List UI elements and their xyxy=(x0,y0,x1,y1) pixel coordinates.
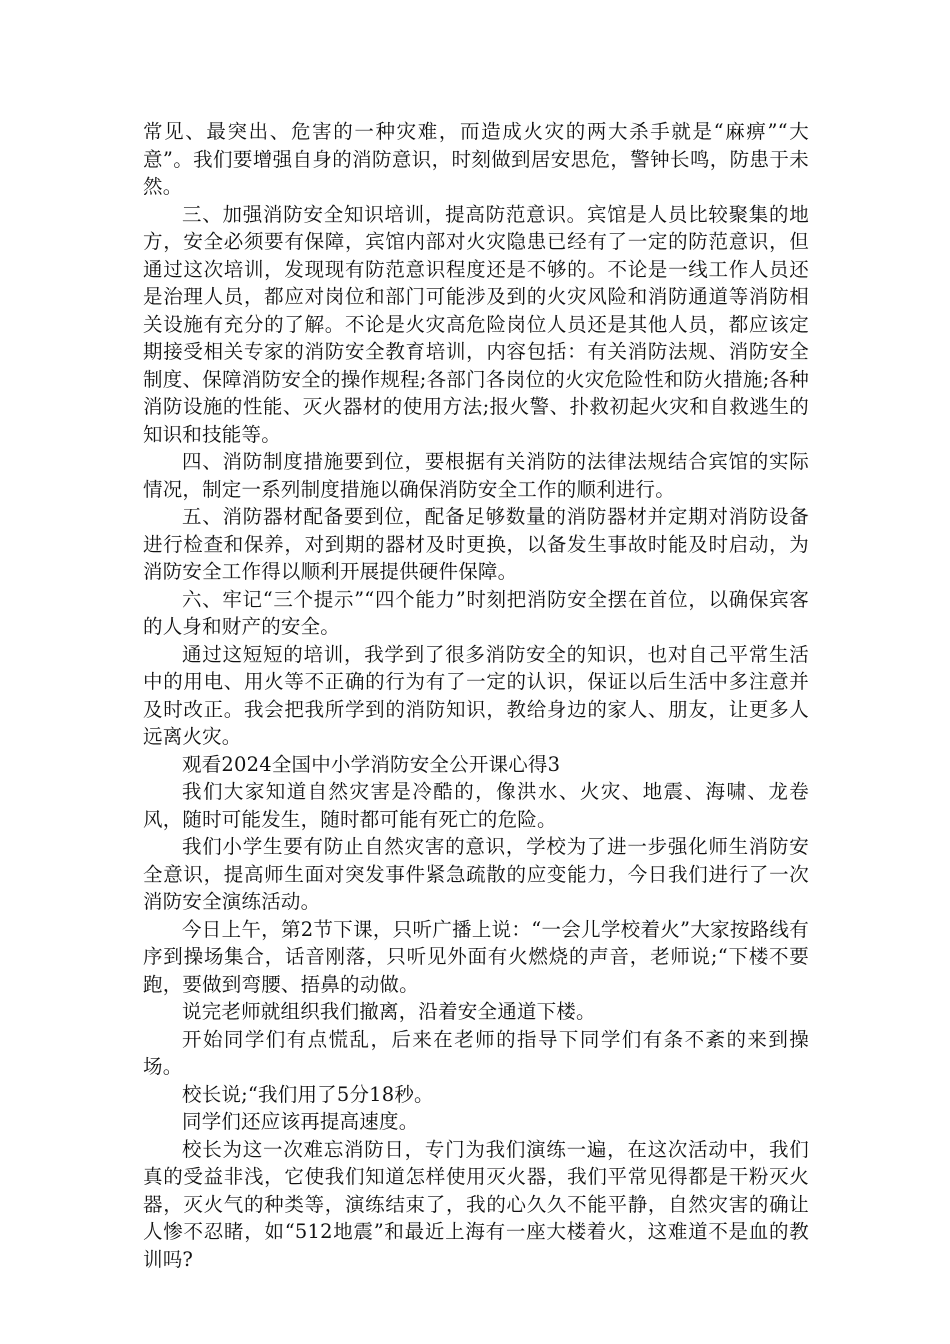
paragraph-13: 同学们还应该再提高速度。 xyxy=(182,1110,419,1133)
paragraph-11: 开始同学们有点慌乱，后来在老师的指导下同学们有条不紊的来到操场。 xyxy=(143,1027,809,1078)
paragraph-12: 校长说;“我们用了5分18秒。 xyxy=(182,1082,434,1106)
paragraph-3: 四、消防制度措施要到位，要根据有关消防的法律法规结合宾馆的实际情况，制定一系列制度措施以确保消防安全工作的顺利进行。 xyxy=(143,450,809,501)
paragraph-1: 常见、最突出、危害的一种灾难，而造成火灾的两大杀手就是“麻痹”“大意”。我们要增强自身的消防意识，时刻做到居安思危，警钟长鸣，防患于未然。 xyxy=(143,120,809,198)
paragraph-4: 五、消防器材配备要到位，配备足够数量的消防器材并定期对消防设备进行检查和保养，对到期的器材及时更换，以备发生事故时能及时启动，为消防安全工作得以顺利开展提供硬件保障。 xyxy=(143,505,809,583)
paragraph-5: 六、牢记“三个提示”“四个能力”时刻把消防安全摆在首位，以确保宾客的人身和财产的安全。 xyxy=(143,587,809,638)
paragraph-8: 我们小学生要有防止自然灾害的意识，学校为了进一步强化师生消防安全意识，提高师生面对突发事件紧急疏散的应变能力，今日我们进行了一次消防安全演练活动。 xyxy=(143,835,809,913)
paragraph-9: 今日上午，第2节下课，只听广播上说：“一会儿学校着火”大家按路线有序到操场集合，话音刚落，只听见外面有火燃烧的声音，老师说;“下楼不要跑，要做到弯腰、捂鼻的动做。 xyxy=(143,917,809,996)
paragraph-2: 三、加强消防安全知识培训，提高防范意识。宾馆是人员比较聚集的地方，安全必须要有保障，宾馆内部对火灾隐患已经有了一定的防范意识，但通过这次培训，发现现有防范意识程度还是不够的。不论是一线工作人员还是治理人员，都应对岗位和部门可能涉及到的火灾风险和消防通道等消防相关设施有充分的了解。不论是火灾高危险岗位人员还是其他人员，都应该定期接受相关专家的消防安全教育培训，内容包括：有关消防法规、消防安全制度、保障消防安全的操作规程;各部门各岗位的火灾危险性和防火措施;各种消防设施的性能、灭火器材的使用方法;报火警、扑救初起火灾和自救逃生的知识和技能等。 xyxy=(143,202,809,446)
paragraph-14: 校长为这一次难忘消防日，专门为我们演练一遍，在这次活动中，我们真的受益非浅，它使我们知道怎样使用灭火器，我们平常见得都是干粉灭火器，灭火气的种类等，演练结束了，我的心久久不能平静，自然灾害的确让人惨不忍睹，如“512地震”和最近上海有一座大楼着火，这难道不是血的教训吗? xyxy=(143,1137,809,1271)
paragraph-10: 说完老师就组织我们撤离，沿着安全通道下楼。 xyxy=(182,1000,596,1023)
section-heading: 观看2024全国中小学消防安全公开课心得3 xyxy=(182,752,561,776)
paragraph-6: 通过这短短的培训，我学到了很多消防安全的知识，也对自己平常生活中的用电、用火等不正确的行为有了一定的认识，保证以后生活中多注意并及时改正。我会把我所学到的消防知识，教给身边的家人、朋友，让更多人远离火灾。 xyxy=(143,642,809,748)
document-body xyxy=(143,118,809,1273)
paragraph-7: 我们大家知道自然灾害是冷酷的，像洪水、火灾、地震、海啸、龙卷风，随时可能发生，随时都可能有死亡的危险。 xyxy=(143,780,809,831)
